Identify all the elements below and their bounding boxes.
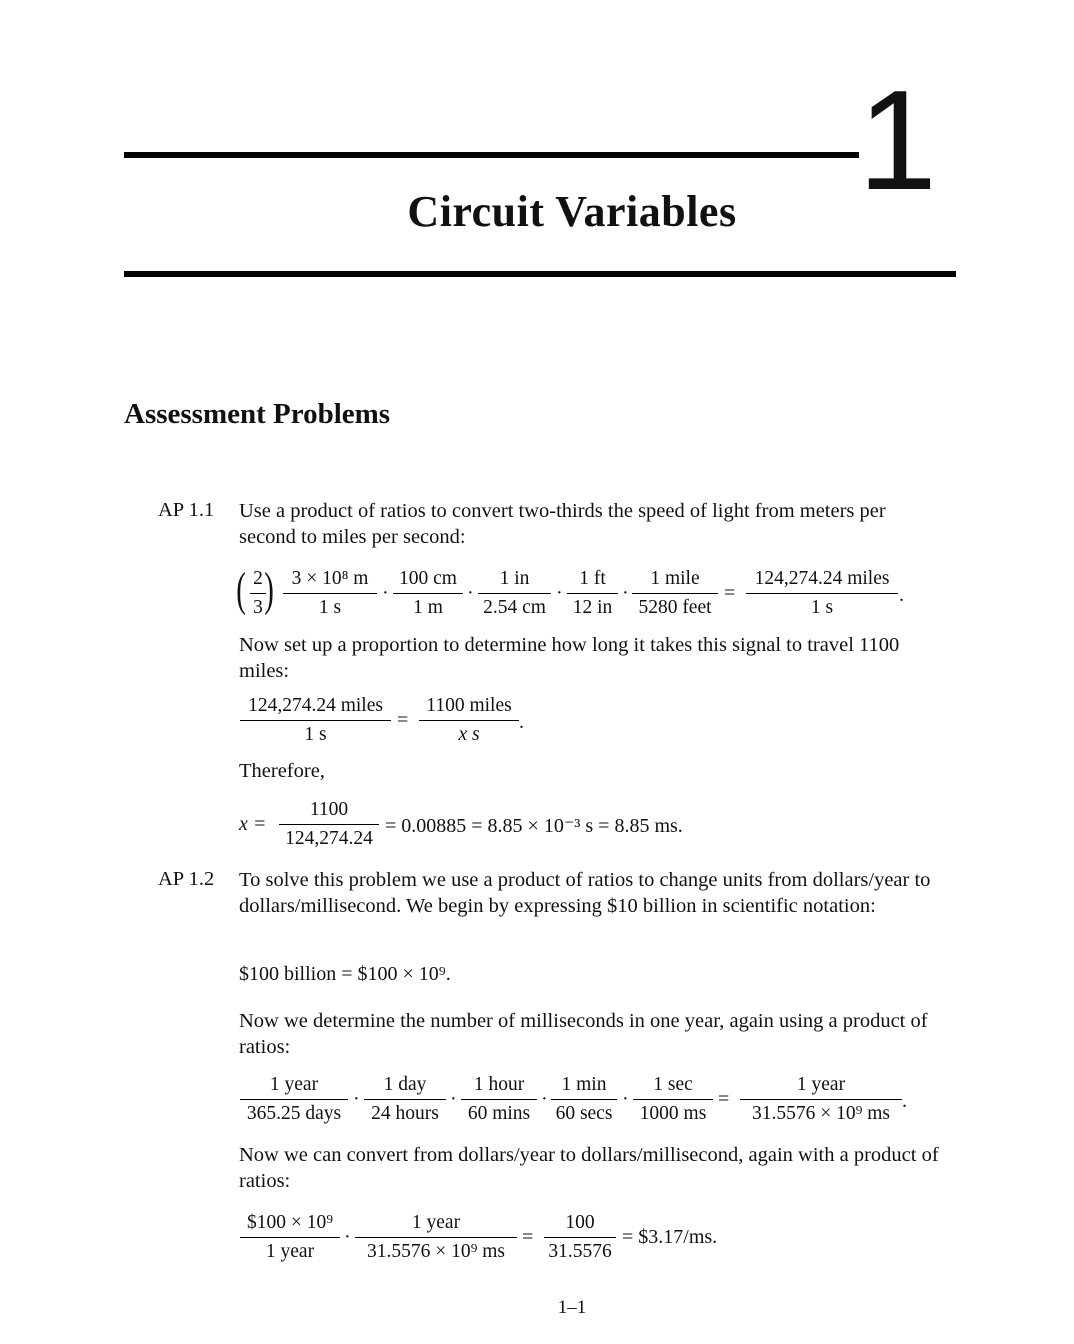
chapter-number: 1 <box>858 61 937 220</box>
denominator: 5280 feet <box>638 597 712 618</box>
problem-text: Now set up a proportion to determine how long it takes this signal to travel 1100 miles: <box>239 634 900 682</box>
denominator: 31.5576 × 10⁹ ms <box>751 1103 891 1124</box>
page-number: 1–1 <box>557 1297 587 1318</box>
period: . <box>899 584 904 606</box>
numerator: 1 year <box>796 1074 846 1095</box>
problem-label: AP 1.1 <box>158 499 215 521</box>
equals-sign: = <box>522 1226 534 1248</box>
dot-operator: · <box>450 1088 457 1110</box>
numerator: 2 <box>253 568 263 589</box>
fraction-bar <box>567 593 618 594</box>
denominator: 1 m <box>413 597 443 618</box>
fraction <box>633 1074 713 1125</box>
numerator: 1 year <box>269 1074 319 1095</box>
fraction-bar <box>632 593 718 594</box>
numerator: 1100 <box>309 799 349 820</box>
fraction-bar <box>746 593 898 594</box>
fraction-bar <box>461 1099 537 1100</box>
equals-sign: = <box>397 709 409 731</box>
fraction <box>283 568 377 619</box>
numerator: 1 min <box>561 1074 607 1095</box>
fraction <box>355 1212 517 1263</box>
dot-operator: · <box>353 1088 360 1110</box>
numerator: 1 in <box>499 568 530 589</box>
fraction <box>240 1212 340 1263</box>
denominator: 60 mins <box>467 1103 531 1124</box>
fraction-bar <box>544 1237 616 1238</box>
chapter-top-rule <box>124 152 859 158</box>
numerator: 124,274.24 miles <box>248 695 383 716</box>
equals-sign: = <box>718 1088 730 1110</box>
fraction <box>478 568 551 619</box>
numerator: 1 year <box>411 1212 461 1233</box>
dot-operator: · <box>622 582 629 604</box>
fraction <box>240 1074 348 1125</box>
denominator: 124,274.24 <box>285 828 373 849</box>
fraction-bar <box>240 1237 340 1238</box>
problem-text: Now we determine the number of milliseconds in one year, again using a product of ratios: <box>239 1010 928 1058</box>
fraction-bar <box>283 593 377 594</box>
period: . <box>902 1090 907 1112</box>
numerator: 1100 miles <box>426 695 512 716</box>
numerator: 1 hour <box>473 1074 525 1095</box>
numerator: 100 cm <box>399 568 457 589</box>
numerator: $100 × 10⁹ <box>246 1212 334 1233</box>
denominator: 60 secs <box>555 1103 613 1124</box>
section-title: Assessment Problems <box>124 398 391 430</box>
problem-intro: To solve this problem we use a product of ratios to change units from dollars/year to dollars/millisecond. We begin by expressing $10 billion in scientific notation: <box>239 869 931 917</box>
fraction <box>551 1074 617 1125</box>
denominator: 1000 ms <box>639 1103 707 1124</box>
numerator: 3 × 10⁸ m <box>291 568 369 589</box>
denominator: 1 s <box>304 724 327 745</box>
right-paren: ) <box>264 563 274 616</box>
numerator: 1 day <box>383 1074 427 1095</box>
dot-operator: · <box>467 582 474 604</box>
fraction-bar <box>393 593 463 594</box>
fraction-result <box>740 1074 902 1125</box>
fraction-bar <box>478 593 551 594</box>
dot-operator: · <box>382 582 389 604</box>
period: . <box>519 711 524 733</box>
fraction <box>567 568 618 619</box>
lhs: x = <box>239 813 267 835</box>
rhs: = $3.17/ms. <box>622 1226 718 1248</box>
fraction <box>419 695 519 746</box>
fraction-bar <box>240 720 391 721</box>
problem-text: Therefore, <box>239 760 325 782</box>
problem-label: AP 1.2 <box>158 868 215 890</box>
fraction <box>393 568 463 619</box>
equation-scientific-notation: $100 billion = $100 × 10⁹. <box>239 963 451 985</box>
problem-text: Now we can convert from dollars/year to dollars/millisecond, again with a product of ratios: <box>239 1144 939 1192</box>
numerator: 1 ft <box>579 568 606 589</box>
fraction-bar <box>633 1099 713 1100</box>
dot-operator: · <box>556 582 563 604</box>
dot-operator: · <box>622 1088 629 1110</box>
denominator: 24 hours <box>371 1103 439 1124</box>
denominator: 2.54 cm <box>483 597 546 618</box>
denominator: 31.5576 × 10⁹ ms <box>366 1241 506 1262</box>
fraction-bar <box>240 1099 348 1100</box>
fraction-bar <box>419 720 519 721</box>
rhs: = 0.00885 = 8.85 × 10⁻³ s = 8.85 ms. <box>385 815 683 837</box>
fraction <box>461 1074 537 1125</box>
numerator: 124,274.24 miles <box>754 568 890 589</box>
denominator: 365.25 days <box>246 1103 342 1124</box>
denominator: 3 <box>253 597 263 618</box>
denominator: x s <box>458 724 480 745</box>
fraction-result <box>746 568 898 619</box>
denominator: 1 s <box>318 597 342 618</box>
denominator: 31.5576 <box>548 1241 612 1262</box>
fraction-bar <box>364 1099 446 1100</box>
fraction-bar <box>355 1237 517 1238</box>
equals-sign: = <box>724 582 736 604</box>
dot-operator: · <box>344 1226 351 1248</box>
denominator: 1 s <box>810 597 834 618</box>
fraction <box>364 1074 446 1125</box>
numerator: 100 <box>565 1212 595 1233</box>
fraction-bar <box>551 1099 617 1100</box>
fraction-bar <box>740 1099 902 1100</box>
numerator: 1 mile <box>650 568 700 589</box>
dot-operator: · <box>541 1088 548 1110</box>
denominator: 1 year <box>265 1241 315 1262</box>
fraction <box>544 1212 616 1263</box>
numerator: 1 sec <box>653 1074 693 1095</box>
fraction <box>632 568 718 619</box>
left-paren: ( <box>236 563 246 616</box>
fraction <box>240 695 391 746</box>
fraction <box>279 799 379 850</box>
chapter-title: Circuit Variables <box>407 187 737 236</box>
denominator: 12 in <box>572 597 613 618</box>
chapter-bottom-rule <box>124 271 956 277</box>
problem-intro: Use a product of ratios to convert two-thirds the speed of light from meters per second to miles per second: <box>239 500 886 548</box>
fraction-bar <box>279 824 379 825</box>
